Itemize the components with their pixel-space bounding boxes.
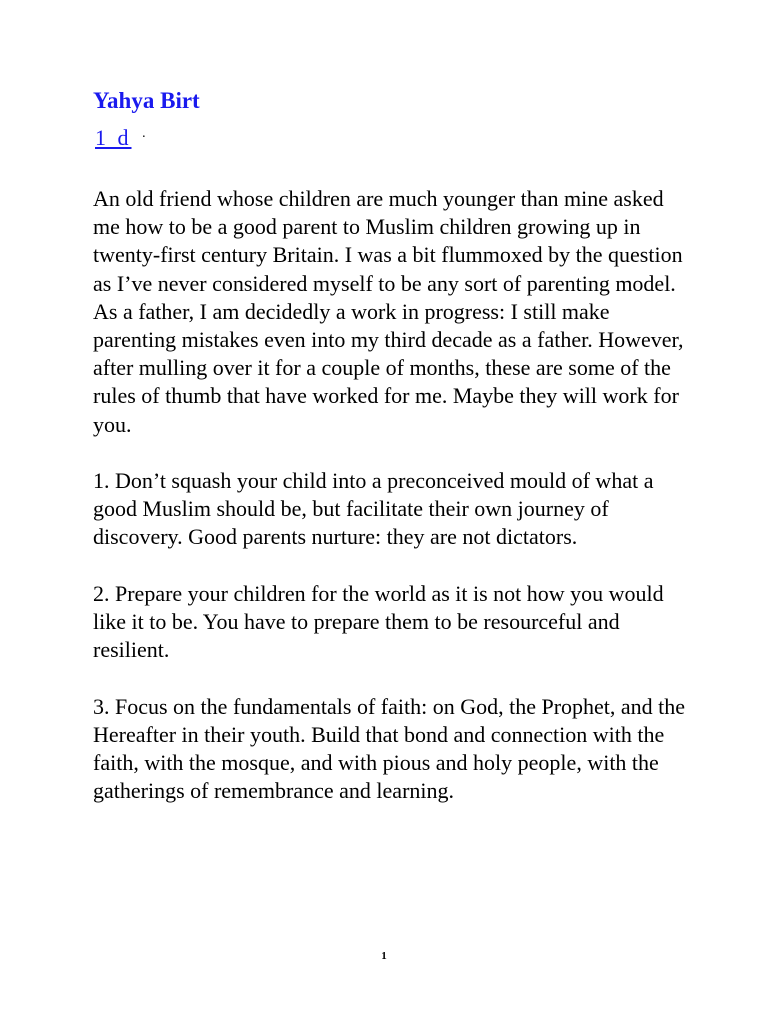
page-number: 1 [381,950,387,962]
meta-separator: · [141,130,147,145]
paragraph-rule-2: 2. Prepare your children for the world as it is not how you would like it to be. You have to prepare them to be resourceful and resilient. [93,580,664,663]
author-name[interactable]: Yahya Birt [93,88,200,113]
paragraph-intro: An old friend whose children are much younger than mine asked me how to be a good parent to Muslim children growing up in twenty-first century Britain. I was a bit flummoxed by the question as I’ve never considered myself to be any sort of parenting model. As a father, I am decidedly a work in progress: I still make parenting mistakes even into my third decade as a father. However, after mulling over it for a couple of months, these are some of the rules of thumb that have worked for me. Maybe they will work for you. [93,186,684,437]
paragraph-rule-3: 3. Focus on the fundamentals of faith: on God, the Prophet, and the Hereafter in their youth. Build that bond and connection with the faith, with the mosque, and with pious and holy people, with the gatherings of remembrance and learning. [93,693,686,804]
paragraph-rule-1: 1. Don’t squash your child into a preconceived mould of what a good Muslim should be, but facilitate their own journey of discovery. Good parents nurture: they are not dictators. [93,468,654,550]
timestamp-link[interactable]: 1 d [95,125,132,150]
post-meta [95,125,146,151]
post-body [93,185,693,834]
